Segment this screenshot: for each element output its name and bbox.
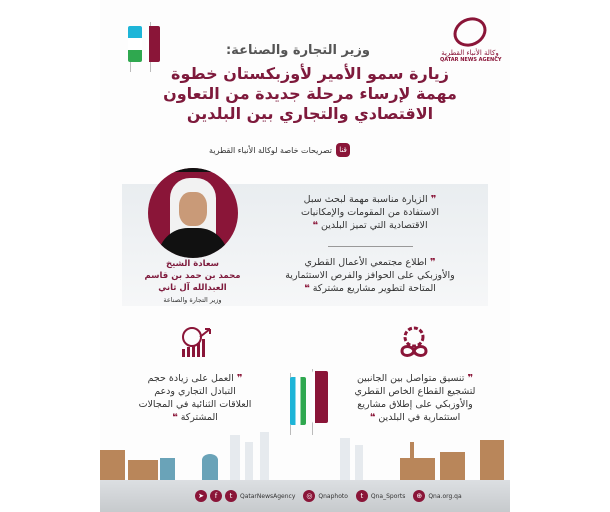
source-text: تصريحات خاصة لوكالة الأنباء القطرية <box>209 145 332 155</box>
quote-line: الزيارة مناسبة مهمة لبحث سبل <box>303 194 428 205</box>
subtitle: وزير التجارة والصناعة: <box>225 43 370 58</box>
headline-line: مهمة لإرساء مرحلة جديدة من التعاون <box>163 84 457 103</box>
quote-line: تنسيق متواصل بين الجانبين <box>356 373 465 384</box>
quote-line: والأوزبكي على إطلاق مشاريع <box>357 399 473 410</box>
quote-line: العلاقات الثنائية في المجالات <box>138 399 252 410</box>
table-flags-icon <box>280 365 330 440</box>
headline <box>160 64 460 124</box>
globe-growth-chart-icon <box>178 325 214 361</box>
quote-line: والأوزبكي على الحوافز والفرص الاستثمارية <box>285 270 455 281</box>
quote-open-icon: ❞ <box>467 373 474 384</box>
gear-infinity-icon <box>396 325 432 361</box>
source-line <box>209 143 350 157</box>
quote-line: اطلاع مجتمعي الأعمال القطري <box>304 257 427 268</box>
telegram-icon[interactable]: ➤ <box>195 490 207 502</box>
quote-line: المتاحة لتطوير مشاريع مشتركة <box>312 283 436 294</box>
quote-1 <box>260 193 480 232</box>
logo-english: QATAR NEWS AGENCY <box>440 57 502 63</box>
qna-logo <box>440 18 500 63</box>
flags-icon <box>122 22 162 72</box>
quote-4 <box>120 372 270 424</box>
person-role: وزير التجارة والصناعة <box>163 296 222 304</box>
person-name: العبدالله آل ثاني <box>158 283 227 293</box>
social-footer <box>195 490 462 502</box>
headline-line: زيارة سمو الأمير لأوزبكستان خطوة <box>171 64 449 83</box>
quote-line: العمل على زيادة حجم <box>147 373 234 384</box>
website-link[interactable]: Qna.org.qa <box>428 492 462 500</box>
person-name: محمد بن حمد بن قاسم <box>144 271 241 281</box>
twitter-icon[interactable]: t <box>225 490 237 502</box>
quote-open-icon: ❞ <box>236 373 243 384</box>
logo-arabic: وكالة الأنباء القطرية <box>441 49 499 57</box>
headline-line: الاقتصادي والتجاري بين البلدين <box>186 104 434 123</box>
globe-icon[interactable]: ⊕ <box>413 490 425 502</box>
skyline-illustration <box>100 430 510 485</box>
quote-close-icon: ❝ <box>312 220 318 231</box>
quote-3 <box>340 372 490 424</box>
divider <box>328 246 413 247</box>
quote-close-icon: ❝ <box>172 412 178 423</box>
quote-2 <box>260 256 480 295</box>
instagram-icon[interactable]: ◎ <box>303 490 315 502</box>
quote-line: لتشجيع القطاع الخاص القطري <box>354 386 476 397</box>
handle-qnaphoto[interactable]: Qnaphoto <box>318 492 348 500</box>
qna-logo-mark-icon <box>449 12 492 52</box>
quote-line: الاقتصادية التي تميز البلدين <box>321 220 428 231</box>
quote-open-icon: ❞ <box>429 257 436 268</box>
facebook-icon[interactable]: f <box>210 490 222 502</box>
quote-close-icon: ❝ <box>304 283 310 294</box>
quote-line: التبادل التجاري ودعم <box>154 386 236 397</box>
infographic <box>100 0 510 512</box>
quote-line: المشتركة <box>180 412 218 423</box>
minister-photo <box>148 168 238 258</box>
person-title: سعادة الشيخ <box>165 259 220 269</box>
quote-line: استثمارية في البلدين <box>378 412 461 423</box>
quote-close-icon: ❝ <box>369 412 376 423</box>
handle-qna-sports[interactable]: Qna_Sports <box>370 492 406 500</box>
qna-badge-icon: قنا <box>336 143 350 157</box>
quote-open-icon: ❞ <box>430 194 437 205</box>
twitter-icon[interactable]: t <box>356 490 368 502</box>
handle-qatarnewsagency[interactable]: QatarNewsAgency <box>240 492 296 500</box>
minister-name <box>130 258 255 306</box>
quote-line: الاستفادة من المقومات والإمكانيات <box>300 207 440 218</box>
